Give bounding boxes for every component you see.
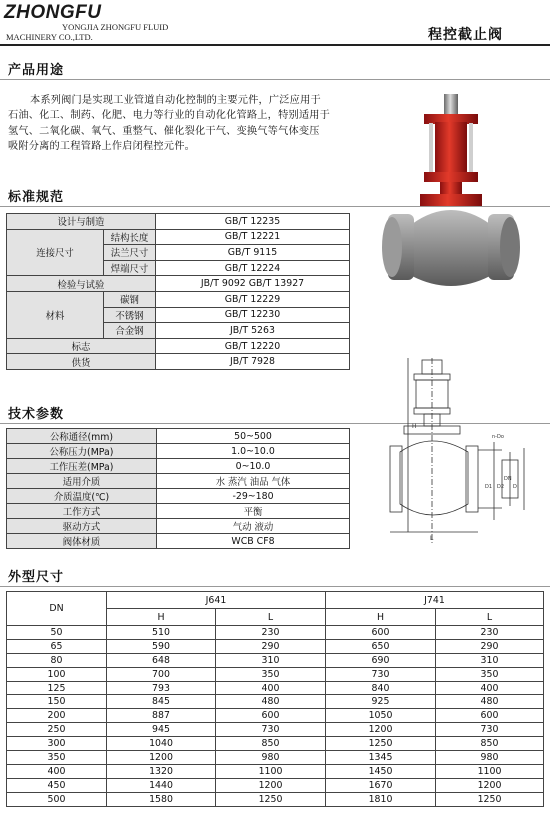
table-row (7, 778, 544, 792)
table-row (7, 489, 350, 504)
dims-cell-h2: 1450 (326, 764, 436, 778)
table-row (7, 444, 350, 459)
std-supply-value: JB/T 7928 (156, 354, 350, 370)
dims-cell-l1: 290 (216, 639, 326, 653)
dims-cell-l1: 600 (216, 709, 326, 723)
std-marking-label: 标志 (7, 338, 156, 354)
param-value: 1.0~10.0 (157, 444, 350, 459)
dims-cell-h1: 1580 (107, 792, 216, 806)
dims-cell-h2: 600 (326, 626, 436, 640)
dims-table (6, 591, 544, 807)
dims-cell-l2: 350 (436, 667, 544, 681)
dims-cell-l2: 1250 (436, 792, 544, 806)
brand-logo: ZHONGFU (4, 2, 102, 23)
dims-cell-dn: 65 (7, 639, 107, 653)
dims-cell-l2: 230 (436, 626, 544, 640)
dims-l-header: L (216, 609, 326, 626)
table-row (7, 354, 350, 370)
drawing-label-l: L (430, 535, 434, 542)
table-row (7, 474, 350, 489)
dims-cell-h2: 650 (326, 639, 436, 653)
std-inspection-value: JB/T 9092 GB/T 13927 (156, 276, 350, 292)
dims-cell-l1: 1200 (216, 778, 326, 792)
std-supply-label: 供货 (7, 354, 156, 370)
table-row (7, 214, 350, 230)
param-key: 介质温度(℃) (7, 489, 157, 504)
table-row (7, 751, 544, 765)
param-key: 工作压差(MPa) (7, 459, 157, 474)
table-row (7, 639, 544, 653)
std-design-value: GB/T 12235 (156, 214, 350, 230)
valve-photo (372, 86, 544, 318)
std-connection-value: GB/T 12221 (156, 229, 350, 245)
drawing-label-h: H (412, 423, 417, 430)
dims-cell-l2: 850 (436, 737, 544, 751)
param-value: -29~180 (157, 489, 350, 504)
table-row (7, 291, 350, 307)
dims-cell-l2: 400 (436, 681, 544, 695)
table-row (7, 459, 350, 474)
table-row (7, 626, 544, 640)
dims-cell-h1: 648 (107, 653, 216, 667)
dims-cell-h2: 690 (326, 653, 436, 667)
dims-cell-h2: 1250 (326, 737, 436, 751)
dims-cell-h2: 840 (326, 681, 436, 695)
dims-cell-dn: 300 (7, 737, 107, 751)
table-row (7, 534, 350, 549)
dims-cell-h2: 1670 (326, 778, 436, 792)
std-connection-value: GB/T 9115 (156, 245, 350, 261)
dims-cell-h2: 1050 (326, 709, 436, 723)
std-connection-sub: 结构长度 (104, 229, 156, 245)
std-design-label: 设计与制造 (7, 214, 156, 230)
company-line-2: MACHINERY CO.,LTD. (6, 32, 93, 42)
param-value: WCB CF8 (157, 534, 350, 549)
dims-cell-l1: 980 (216, 751, 326, 765)
table-row (7, 519, 350, 534)
param-value: 平衡 (157, 504, 350, 519)
dims-cell-l2: 1200 (436, 778, 544, 792)
table-row (7, 737, 544, 751)
param-value: 水 蒸汽 油品 气体 (157, 474, 350, 489)
table-row (7, 338, 350, 354)
dims-cell-l1: 480 (216, 695, 326, 709)
dims-cell-h1: 700 (107, 667, 216, 681)
dims-cell-h2: 1345 (326, 751, 436, 765)
std-material-label: 材料 (7, 291, 104, 338)
std-material-sub: 碳钢 (104, 291, 156, 307)
std-material-sub: 合金钢 (104, 323, 156, 339)
param-value: 50~500 (157, 429, 350, 444)
dims-cell-h1: 1440 (107, 778, 216, 792)
dims-body (7, 626, 544, 807)
dims-cell-l1: 350 (216, 667, 326, 681)
dims-cell-dn: 200 (7, 709, 107, 723)
section-title-standards: 标准规范 (8, 190, 65, 205)
dims-cell-dn: 150 (7, 695, 107, 709)
intro-line-3: 氢气、二氧化碳、氧气、重整气、催化裂化干气、变换气等气体变压 (8, 125, 320, 137)
dims-cell-h2: 730 (326, 667, 436, 681)
dimension-drawing (384, 356, 536, 546)
company-name (0, 22, 168, 42)
standards-table (6, 213, 350, 370)
param-key: 驱动方式 (7, 519, 157, 534)
table-row (7, 276, 350, 292)
intro-line-1: 本系列阀门是实现工业管道自动化控制的主要元件，广泛应用于 (30, 95, 321, 106)
dims-cell-h2: 925 (326, 695, 436, 709)
dims-h-header: H (107, 609, 216, 626)
table-row (7, 695, 544, 709)
section-title-dims: 外型尺寸 (8, 570, 65, 585)
param-value: 气动 液动 (157, 519, 350, 534)
dims-dn-header: DN (7, 592, 107, 626)
std-marking-value: GB/T 12220 (156, 338, 350, 354)
dims-cell-l1: 1100 (216, 764, 326, 778)
dims-cell-dn: 250 (7, 723, 107, 737)
param-key: 公称压力(MPa) (7, 444, 157, 459)
intro-line-2: 石油、化工、制药、化肥、电力等行业的自动化化管路上，特别适用于 (8, 110, 331, 122)
dims-cell-h1: 590 (107, 639, 216, 653)
dims-cell-l2: 1100 (436, 764, 544, 778)
intro-paragraph (8, 93, 342, 155)
dims-cell-h1: 510 (107, 626, 216, 640)
params-table (6, 428, 350, 549)
dims-cell-l1: 310 (216, 653, 326, 667)
dims-cell-l1: 850 (216, 737, 326, 751)
dims-cell-h1: 887 (107, 709, 216, 723)
dims-model-a-header: J641 (107, 592, 326, 609)
dims-cell-h1: 845 (107, 695, 216, 709)
table-row (7, 653, 544, 667)
table-row (7, 792, 544, 806)
header-rule (0, 44, 550, 46)
std-connection-sub: 法兰尺寸 (104, 245, 156, 261)
dims-cell-dn: 80 (7, 653, 107, 667)
dims-cell-dn: 100 (7, 667, 107, 681)
section-rule-usage (0, 79, 550, 80)
company-line-1: YONGJIA ZHONGFU FLUID (62, 22, 169, 32)
dims-cell-h1: 1200 (107, 751, 216, 765)
dims-cell-h2: 1200 (326, 723, 436, 737)
dims-cell-dn: 125 (7, 681, 107, 695)
table-row (7, 229, 350, 245)
dims-cell-l2: 980 (436, 751, 544, 765)
section-rule-dims (0, 586, 550, 587)
dims-cell-dn: 350 (7, 751, 107, 765)
table-row (7, 667, 544, 681)
dims-cell-h2: 1810 (326, 792, 436, 806)
drawing-label-dn: DN (504, 476, 512, 482)
dims-cell-dn: 400 (7, 764, 107, 778)
drawing-label-d2: D2 (497, 484, 505, 490)
drawing-label-d: D (513, 484, 517, 490)
dims-l-header: L (436, 609, 544, 626)
std-connection-label: 连接尺寸 (7, 229, 104, 276)
dims-cell-l1: 730 (216, 723, 326, 737)
dims-cell-l2: 310 (436, 653, 544, 667)
dims-h-header: H (326, 609, 436, 626)
product-title: 程控截止阀 (428, 27, 503, 43)
table-row (7, 764, 544, 778)
drawing-label-d1: D1 (485, 484, 493, 490)
table-row (7, 429, 350, 444)
dims-cell-dn: 450 (7, 778, 107, 792)
table-row (7, 681, 544, 695)
std-material-value: GB/T 12229 (156, 291, 350, 307)
dims-cell-l1: 1250 (216, 792, 326, 806)
section-title-usage: 产品用途 (8, 63, 65, 78)
param-key: 阀体材质 (7, 534, 157, 549)
std-material-value: GB/T 12230 (156, 307, 350, 323)
dims-cell-l1: 400 (216, 681, 326, 695)
param-key: 适用介质 (7, 474, 157, 489)
param-key: 工作方式 (7, 504, 157, 519)
dims-cell-l2: 600 (436, 709, 544, 723)
std-material-value: JB/T 5263 (156, 323, 350, 339)
param-key: 公称通径(mm) (7, 429, 157, 444)
std-connection-value: GB/T 12224 (156, 260, 350, 276)
table-row (7, 709, 544, 723)
dims-cell-l2: 480 (436, 695, 544, 709)
dims-cell-dn: 500 (7, 792, 107, 806)
dims-model-b-header: J741 (326, 592, 544, 609)
dims-cell-h1: 793 (107, 681, 216, 695)
dims-cell-h1: 945 (107, 723, 216, 737)
dims-cell-h1: 1320 (107, 764, 216, 778)
param-value: 0~10.0 (157, 459, 350, 474)
table-row (7, 723, 544, 737)
dims-cell-l2: 290 (436, 639, 544, 653)
table-row (7, 504, 350, 519)
dims-cell-h1: 1040 (107, 737, 216, 751)
dims-cell-l1: 230 (216, 626, 326, 640)
intro-line-4: 吸附分离的工程管路上作启闭程控元件。 (8, 141, 195, 153)
section-title-params: 技术参数 (8, 407, 65, 422)
dims-cell-dn: 50 (7, 626, 107, 640)
std-inspection-label: 检验与试验 (7, 276, 156, 292)
std-material-sub: 不锈钢 (104, 307, 156, 323)
std-connection-sub: 焊端尺寸 (104, 260, 156, 276)
table-row (7, 592, 544, 609)
drawing-label-n-d0: n-Do (492, 434, 504, 440)
dims-cell-l2: 730 (436, 723, 544, 737)
